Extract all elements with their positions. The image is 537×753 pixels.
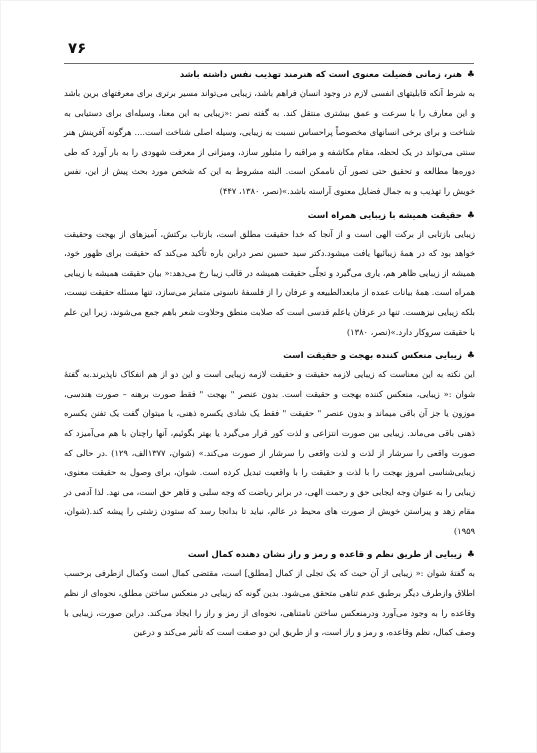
page-number: ۷۶ — [68, 39, 87, 57]
section-heading — [64, 548, 475, 562]
club-bullet-icon: ♣ — [466, 70, 475, 80]
section-paragraph: به شرط آنکه قابلیتهای انفسی لازم در وجود انسان فراهم باشد، زیبایی می‌تواند مسیر برتری برای معرفتهای برین باشد و این معارف را با سرعت و عمق بیشتری منتقل کند. به گفته نصر :«زیبایی به این معنا، وسیله‌ای برای دستیابی به شناخت و برای برخی انسانهای مخصوصاً پراحساس نسبت به زیبایی، وسیله اصلی شناخت است.... هرگونه آفرینش هنر سنتی می‌تواند در یک لحظه، مقام مکاشفه و مراقبه را متبلور سازد، ومیزانی از معرفت شهودی را به بار آورد که طی دوره‌ها مطالعه و تحقیق حتی تصور آن ناممکن است. البته مشروط به این که شخص مورد بحث پیش از این، نفس خویش را تهذیب و به جمال فضایل معنوی آراسته باشد.»(نصر، ۱۳۸۰، ۴۴۷) — [64, 88, 475, 196]
page-body — [64, 68, 475, 650]
section-heading-text: حقیقت همیشه با زیبایی همراه است — [307, 210, 462, 221]
club-bullet-icon: ♣ — [466, 351, 475, 362]
section-4 — [64, 548, 475, 642]
section-paragraph: به گفتهٔ شوان :« زیبایی از آن حیث که یک تجلی از کمال [مطلق] است، مقتضی کمال است وکمال ازطرفی برحسب اطلاق وازطرف دیگر برطبق عدم تناهی متحقق می‌شود. بدین گونه که زیبایی در منعکس ساختن مطلق، نحوه‌ای از نظم وقاعده را به وجود می‌آورد ودرمنعکس ساختن نامتناهی، نحوه‌ای از رمز و راز را ایجاد می‌کند. دراین صورت، زیبایی با وصف کمال، نظم وقاعده، و رمز و راز است، و از طریق این دو صفت است که تأثیر می‌کند و درعین — [64, 568, 475, 638]
section-1 — [64, 68, 475, 202]
section-heading — [64, 209, 475, 223]
section-paragraph: این نکته به این معناست که زیبایی لازمه حقیقت و حقیقت لازمه زیبایی است و این دو از هم انفکاک ناپذیرند.به گفتهٔ شوان :« زیبایی، منعکس کننده بهجت و حقیقت است. بدون عنصر " بهجت " فقط صورت برهنه – صورت هندسی، موزون یا جز آن باقی میماند و بدون عنصر " حقیقت " فقط یک شادی یکسره ذهنی، یا میتوان گفت یک تفنن یکسره ذهنی باقی می‌ماند. زیبایی بین صورت انتزاعی و لذت کور قرار می‌گیرد یا بهتر بگوئیم، آنها راچنان با هم می‌آمیزد که صورت واقعی را سرشار از لذت و لذت واقعی را سرشار از صورت می‌کند.» (شوان، ۱۳۷۷الف، ۱۲۹) .در حالی که زیبایی‌شناسی امروز بهجت را با لذت و حقیقت را با واقعیت تبدیل کرده است. شوان، برای وصول به حقیقت معنوی، زیبایی را به عنوان وجه ایجابی حق و رحمت الهی، در برابر ریاضت که وجه سلبی و قاهر حق است، می نهد. لذا آدمی در مقام زهد و پیراستن خویش از صورت های محیط در عالم، نباید تا بدانجا رسد که ستودن زشتی را پیشه کند.(شوان، ۱۹۵۹) — [64, 369, 475, 536]
section-heading-text: زیبایی منعکس کننده بهجت و حقیقت است — [283, 351, 462, 362]
section-heading-text: زیبایی از طریق نظم و قاعده و رمز و راز نشان دهنده کمال است — [187, 550, 462, 561]
section-3 — [64, 349, 475, 541]
section-heading-text: هنر، زمانی فضیلت معنوی است که هنرمند تهذیب نفس داشته باشد — [179, 70, 462, 80]
section-2 — [64, 209, 475, 343]
section-heading — [64, 349, 475, 363]
club-bullet-icon: ♣ — [466, 550, 475, 561]
club-bullet-icon: ♣ — [466, 210, 475, 221]
section-heading — [64, 68, 475, 82]
section-paragraph: زیبایی بازتابی از برکت الهی است و از آنجا که خدا حقیقت مطلق است، بازتاب برکتش، آمیزهای از بهجت وحقیقت خواهد بود که در همهٔ زیبائیها یافت میشود.دکتر سید حسین نصر دراین باره تأکید می‌کند که حقیقت برای ظهور خود، همیشه از زیبایی ظاهر هم، یاری می‌گیرد و تجلّی حقیقت همیشه در قالب زیبا رخ می‌دهد:« بیان حقیقت همیشه با زیبایی همراه است. همهٔ بیانات عمده از مابعدالطبیعه و عرفان را از فلسفهٔ ناسوتی متمایز می‌سازد، تنها مسئله حقیقت نیست، بلکه زیبایی نیزهست. تنها در عرفان یاعلم قدسی است که صلابت منطق وحلاوت شعر باهم جمع می‌شوند، زیرا این علم با حقیقت سروکار دارد.»(نصر، ۱۳۸۰) — [64, 228, 475, 337]
header-rule — [64, 63, 474, 64]
